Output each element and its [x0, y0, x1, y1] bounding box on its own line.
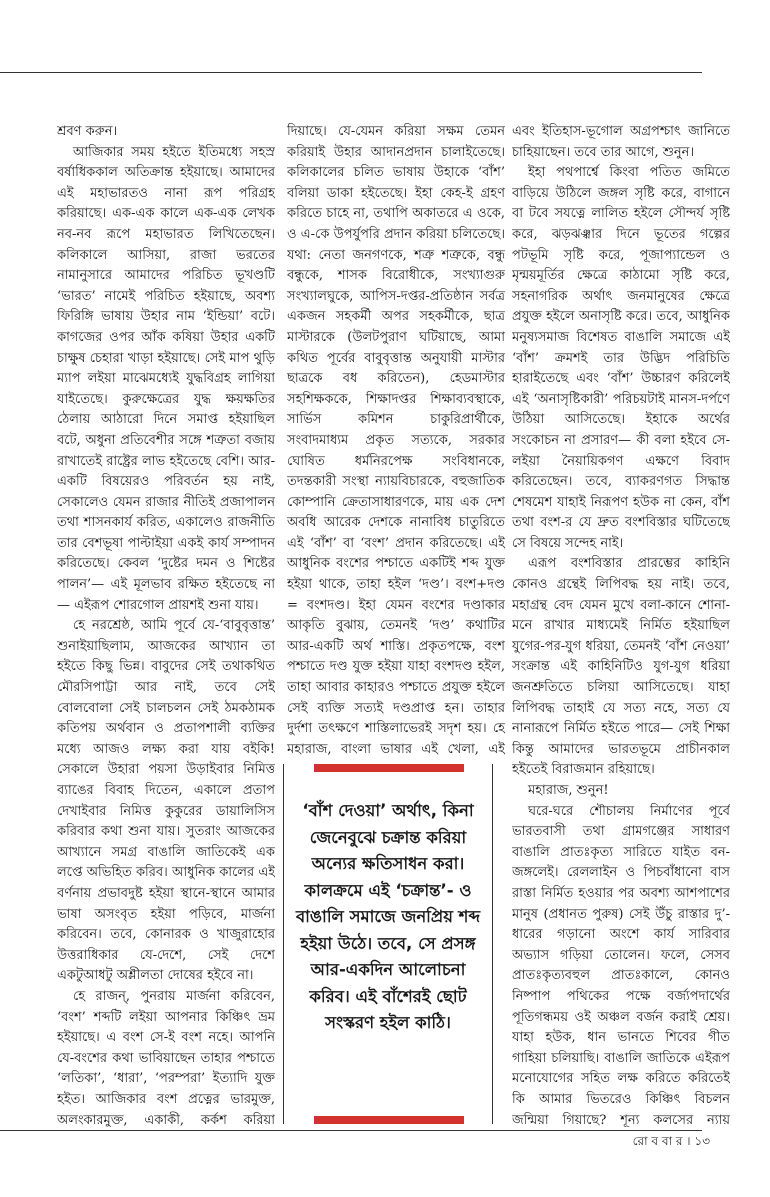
text-column-1: [57, 122, 275, 1127]
text-column-2: [287, 122, 505, 758]
paragraph: এরূপ বংশবিস্তার প্রারম্ভের কাহিনি কোনও গ্রন্থেই লিপিবদ্ধ হয় নাই। তবে, মহাগ্রন্থ বেদ যেমন মুখে বলা-কানে শোনা-মনে রাখার মাধ্যমেই নির্মিত হইয়াছিল যুগের-পর-যুগ ধরিয়া, তেমনই ‘বাঁশ নেওয়া’ সংক্রান্ত এই কাহিনিটিও যুগ-যুগ ধরিয়া জনশ্রুতিতে চলিয়া আসিতেছে। যাহা লিপিবদ্ধ তাহাই যে সত্য নহে, সত্য যে নানারূপে নির্মিত হইতে পারে— সেই শিক্ষা কিন্তু আমাদের ভারতভূমে প্রাচীনকাল হইতেই বিরাজমান রহিয়াছে।: [512, 556, 730, 778]
pull-quote-text: ‘বাঁশ দেওয়া’ অর্থাৎ, কিনা জেনেবুঝে চক্রান্ত করিয়া অন্যের ক্ষতিসাধন করা। কালক্রমে এই ‘চক্রান্ত’- ও বাঙালি সমাজে জনপ্রিয় শব্দ হইয়া উঠে। তবে, সে প্রসঙ্গ আর-একদিন আলোচনা করিব। এই বাঁশেরই ছোট সংস্করণ হইল কাঠি।: [295, 801, 481, 1032]
paragraph: শ্রবণ করুন।: [57, 124, 118, 139]
bottom-rule: [0, 1130, 702, 1131]
top-rule: [0, 72, 702, 73]
pull-quote-top-bar: [314, 764, 464, 772]
paragraph: মহারাজ, শুনুন!: [528, 783, 609, 798]
paragraph: ঘরে-ঘরে শৌচালয় নির্মাণের পূর্বে ভারতবাসী তথা গ্রামগঞ্জের সাধারণ বাঙালি প্রাতঃকৃত্য সারিতে যাইত বন-জঙ্গলেই। রেললাইন ও পিচবাঁধানো বাস রাস্তা নির্মিত হওয়ার পর অবশ্য আশপাশের মানুষ (প্রধানত পুরুষ) সেই উঁচু রাস্তার দু’-ধারের গড়ানো অংশে কার্য সারিবার অভ্যাস গড়িয়া তোলেন। ফলে, সেসব প্রাতঃকৃত্যবহুল প্রাতঃকালে, কোনও নিষ্পাপ পথিকের পক্ষে বর্জ্যপদার্থের পূতিগন্ধময় ওই অঞ্চল বর্জন করাই শ্রেয়। যাহা হউক, ধান ভানতে শিবের গীত গাহিয়া চলিয়াছি। বাঙালি জাতিকে এইরূপ মনোযোগের সহিত লক্ষ করিতে করিতেই কি আমার ভিতরেও কিঞ্চিৎ বিচলন জন্মিয়া গিয়াছে? শূন্য কলসের ন্যায়: [512, 803, 730, 1127]
paragraph: ইহা পথপার্শ্বে কিংবা পতিত জমিতে বাড়িয়ে উঠিলে জঙ্গল সৃষ্টি করে, বাগানে বা টবে সযত্নে লালিত হইলে সৌন্দর্য সৃষ্টি করে, ঝড়ঝঞ্ঝার দিনে ভূতের গল্পের পটভূমি সৃষ্টি করে, পূজাপ্যান্ডেল ও মৃন্ময়মূর্তির ক্ষেত্রে কাঠামো সৃষ্টি করে, সহনাগরিক অর্থাৎ জনমানুষের ক্ষেত্রে প্রযুক্ত হইলে অনাসৃষ্টি করে। তবে, আধুনিক মনুষ্যসমাজ বিশেষত বাঙালি সমাজে এই ‘বাঁশ’ ক্রমশই তার উদ্ভিদ পরিচিতি হারাইতেছে এবং ‘বাঁশ’ উচ্চারণ করিলেই এই ‘অনাসৃষ্টিকারী’ পরিচয়টাই মানস-দর্পণে উঠিয়া আসিতেছে। ইহাকে অর্থের সংকোচন না প্রসারণ— কী বলা হইবে সে-লইয়া নৈয়ায়িকগণ এক্ষণে বিবাদ করিতেছেন। তবে, ব্যাকরণগত সিদ্ধান্ত শেষমেশ যাহাই নিরূপণ হউক না কেন, বাঁশ তথা বংশ-র যে দ্রুত বংশবিস্তার ঘটিতেছে সে বিষয়ে সন্দেহ নাই।: [512, 165, 730, 551]
paragraph: হে নরশ্রেষ্ঠ, আমি পূর্বে যে-‘বাবুবৃত্তান্ত’ শুনাইয়াছিলাম, আজকের আখ্যান তা হইতে কিছু ভিন্ন। বাবুদের সেই তথাকথিত মৌরসিপাট্টা আর নাই, তবে সেই বোলবোলা সেই চালচলন সেই ঠমকঠামক কতিপয় অর্থবান ও প্রতাপশালী ব্যক্তির মধ্যে আজও লক্ষ্য করা যায় বইকি! সেকালে উহারা পয়সা উড়াইবার নিমিত্ত ব্যাঙের বিবাহ দিতেন, একালে প্রতাপ দেখাইবার নিমিত্ত কুকুরের ডায়ালিসিস করিবার কথা শুনা যায়। সুতরাং আজকের আখ্যানে সমগ্র বাঙালি জাতিকেই এক লপ্তে অভিহিত করিব। আধুনিক কালের এই বর্ণনায় প্রভাবদুষ্ট হইয়া স্থানে-স্থানে আমার ভাষা অসংবৃত হইয়া পড়িবে, মার্জনা করিবেন। তবে, কোনারক ও খাজুরাহোর উত্তরাধিকার যে-দেশে, সেই দেশে একটুআধটু অশ্লীলতা দোষের হইবে না।: [57, 618, 275, 984]
pull-quote-box: [283, 764, 493, 1124]
paragraph: আজিকার সময় হইতে ইতিমধ্যে সহস্র বর্ষাধিককাল অতিক্রান্ত হইয়াছে। আমাদের এই মহাভারতও নানা রূপ পরিগ্রহ করিয়াছে। এক-এক কালে এক-এক লেখক নব-নব রূপে মহাভারত লিখিতেছেন। কলিকালে আসিয়া, রাজা ভরতের নামানুসারে আমাদের পরিচিত ভূখণ্ডটি ‘ভারত’ নামেই পরিচিত হইয়াছে, অবশ্য ফিরিঙ্গি ভাষায় উহার নাম ‘ইন্ডিয়া’ বটে। কাগজের ওপর আঁক কষিয়া উহার একটি চাক্ষুষ চেহারা খাড়া হইয়াছে। সেই মাপ থুড়ি ম্যাপ লইয়া মাঝেমধ্যেই যুদ্ধবিগ্রহ লাগিয়া যাইতেছে। কুরুক্ষেত্রের যুদ্ধ ক্ষয়ক্ষতির ঠেলায় আঠারো দিনে সমাপ্ত হইয়াছিল বটে, অধুনা প্রতিবেশীর সঙ্গে শত্রুতা বজায় রাখাতেই রাষ্ট্রের লাভ হইতেছে বেশি। আর-একটি বিষয়েরও পরিবর্তন হয় নাই, সেকালেও যেমন রাজার নীতিই প্রজাপালন তথা শাসনকার্য করিত, একালেও রাজনীতি তার বেশভূষা পাল্টাইয়া একই কার্য সম্পাদন করিতেছে। কেবল ‘দুষ্টের দমন ও শিষ্টের পালন’— এই মূলভাব রক্ষিত হইতেছে না— এইরূপ শোরগোল প্রায়শই শুনা যায়।: [57, 144, 275, 613]
text-column-3: [512, 122, 730, 1127]
pull-quote-bottom-bar: [314, 1116, 464, 1124]
page-footer: রো ব বা র । ১৩: [632, 1134, 710, 1148]
paragraph: হে রাজন্‌, পুনরায় মার্জনা করিবেন, ‘বংশ’ শব্দটি লইয়া আপনার কিঞ্চিৎ ভ্রম হইয়াছে। এ বংশ সে-ই বংশ নহে। আপনি যে-বংশের কথা ভাবিয়াছেন তাহার পশ্চাতে ‘লতিকা’, ‘ধারা’, ‘পরম্পরা’ ইত্যাদি যুক্ত হইত। আজিকার বংশ প্রত্নের ভারমুক্ত, অলংকারমুক্ত, একাকী, কর্কশ করিয়া: [57, 988, 275, 1127]
paragraph: দিয়াছে। যে-যেমন করিয়া সক্ষম তেমন করিয়াই উহার আদানপ্রদান চালাইতেছে। কলিকালের চলিত ভাষায় উহাকে ‘বাঁশ’ বলিয়া ডাকা হইতেছে। ইহা কেহ-ই গ্রহণ করিতে চাহে না, তথাপি অকাতরে এ ওকে, ও এ-কে উপর্যুপরি প্রদান করিয়া চলিতেছে। যথা: নেতা জনগণকে, শত্রু শত্রুকে, বন্ধু বন্ধুকে, শাসক বিরোধীকে, সংখ্যাগুরু সংখ্যালঘুকে, আপিস-দপ্তর-প্রতিষ্ঠান সর্বত্র একজন সহকর্মী অপর সহকর্মীকে, ছাত্র মাস্টারকে (উলটপুরাণ ঘটিয়াছে, আমা কথিত পূর্বের বাবুবৃত্তান্ত অনুযায়ী মাস্টার ছাত্রকে বধ করিতেন), হেডমাস্টার সহশিক্ষককে, শিক্ষাদপ্তর শিক্ষাব্যবস্থাকে, সার্ভিস কমিশন চাকুরিপ্রার্থীকে, সংবাদমাধ্যম প্রকৃত সত্যকে, সরকার ঘোষিত ধর্মনিরপেক্ষ সংবিধানকে, তদন্তকারী সংস্থা ন্যায়বিচারকে, বহুজাতিক কোম্পানি ক্রেতাসাধারণকে, মায় এক দেশ অবধি আরেক দেশকে নানাবিধ চাতুরিতে এই ‘বাঁশ’ বা ‘বংশ’ প্রদান করিতেছে। এই আধুনিক বংশের পশ্চাতে একটিই শব্দ যুক্ত হইয়া থাকে, তাহা হইল ‘দণ্ড’। বংশ+দণ্ড = বংশদণ্ড। ইহা যেমন বংশের দণ্ডাকার আকৃতি বুঝায়, তেমনই ‘দণ্ড’ কথাটির আর-একটি অর্থ শাস্তি। প্রকৃতপক্ষে, বংশ পশ্চাতে দণ্ড যুক্ত হইয়া যাহা বংশদণ্ড হইল, তাহা আবার কাহারও পশ্চাতে প্রযুক্ত হইলে সেই ব্যক্তি সত্যই দণ্ডপ্রাপ্ত হন। তাহার দুর্দশা তৎক্ষণে শাস্তিলাভেরই সদৃশ হয়। হে মহারাজ, বাংলা ভাষার এই খেলা, এই: [287, 124, 505, 757]
paragraph: এবং ইতিহাস-ভূগোল অগ্রপশ্চাৎ জানিতে চাহিয়াছেন। তবে তার আগে, শুনুন।: [512, 124, 730, 160]
